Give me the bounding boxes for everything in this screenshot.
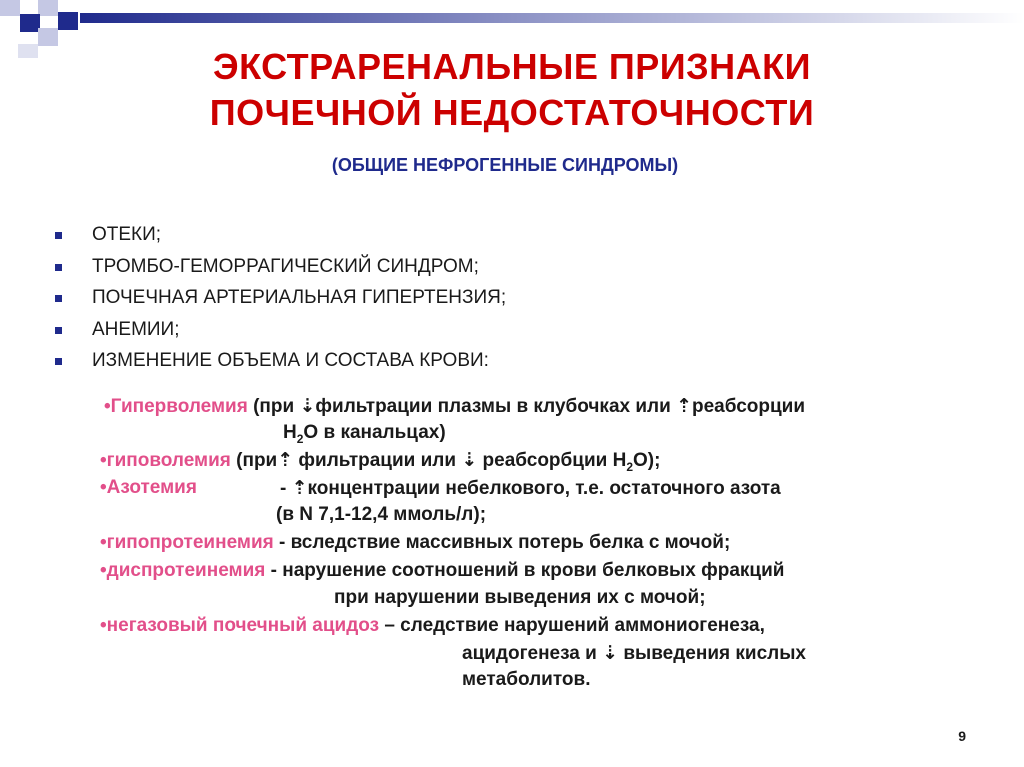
detail-text: – следствие нарушений аммониогенеза, [379,615,765,636]
detail-hypervolemia [104,394,805,419]
term-dysproteinemia: •диспротеинемия [100,560,266,581]
detail-text: ацидогенеза и [462,643,603,664]
detail-text: реабсорбции H [477,450,627,471]
list-item [52,254,506,286]
detail-text: (при [230,450,278,471]
detail-text: - нарушение соотношений в крови белковых фракций [265,560,785,581]
page-number: 9 [958,728,966,744]
detail-azotemia-text [280,476,781,501]
detail-text: - [280,478,292,499]
list-item-label: ОТЕКИ; [92,224,162,245]
bullet-square-icon [55,264,62,271]
syndrome-list [52,222,506,380]
title-line-2: ПОЧЕЧНОЙ НЕДОСТАТОЧНОСТИ [209,92,815,133]
list-item-label: ПОЧЕЧНАЯ АРТЕРИАЛЬНАЯ ГИПЕРТЕНЗИЯ; [92,287,507,308]
bullet-square-icon [55,327,62,334]
list-item-label: ИЗМЕНЕНИЕ ОБЪЕМА И СОСТАВА КРОВИ: [92,350,489,371]
detail-text: - вследствие массивных потерь белка с мочой; [273,532,731,553]
detail-text: концентрации небелкового, т.е. остаточного азота [307,478,781,499]
list-item-label: ТРОМБО-ГЕМОРРАГИЧЕСКИЙ СИНДРОМ; [92,255,479,277]
title-line-1: ЭКСТРАРЕНАЛЬНЫЕ ПРИЗНАКИ [212,46,812,87]
detail-text: O в канальцах) [303,422,446,443]
detail-hypervolemia-cont [283,421,446,451]
bullet-square-icon [55,295,62,302]
term-hypervolemia: •Гиперволемия [104,396,248,417]
arrow-down-icon: ⇣ [461,449,478,471]
detail-text: фильтрации или [293,450,462,471]
arrow-up-icon: ⇡ [676,395,692,417]
list-item [52,317,506,349]
term-acidosis: •негазовый почечный ацидоз [100,615,380,636]
arrow-down-icon: ⇣ [299,395,316,417]
detail-text: выведения кислых [618,643,806,664]
detail-hypoproteinemia [100,531,730,555]
list-item [52,222,506,254]
arrow-up-icon: ⇡ [291,477,308,499]
detail-text: O); [633,450,661,471]
term-hypoproteinemia: •гипопротеинемия [100,532,274,553]
list-item-label: АНЕМИИ; [92,318,180,340]
detail-hypovolemia [100,448,660,479]
list-item [52,285,506,317]
bullet-square-icon [55,358,62,365]
slide-subtitle: (ОБЩИЕ НЕФРОГЕННЫЕ СИНДРОМЫ) [331,155,679,175]
slide-title [0,44,1024,136]
detail-acidosis [100,614,765,638]
detail-text: H [283,422,297,443]
detail-azotemia [100,476,197,500]
detail-text: (при [247,396,300,417]
bullet-square-icon [55,232,62,239]
arrow-up-icon: ⇡ [277,449,294,471]
list-item [52,348,506,380]
detail-dysproteinemia-cont: при нарушении выведения их с мочой; [334,587,706,608]
term-hypovolemia: •гиповолемия [100,450,231,471]
detail-dysproteinemia [100,559,784,583]
subscript: 2 [626,459,633,474]
detail-acidosis-cont2: метаболитов. [462,669,591,690]
detail-azotemia-cont: (в N 7,1-12,4 ммоль/л); [276,504,487,525]
detail-text: реабсорции [692,396,806,417]
term-azotemia: •Азотемия [100,477,197,498]
subscript: 2 [296,431,304,446]
arrow-down-icon: ⇣ [602,642,619,664]
detail-text: фильтрации плазмы в клубочках или [315,396,677,417]
detail-acidosis-cont1 [462,641,806,666]
